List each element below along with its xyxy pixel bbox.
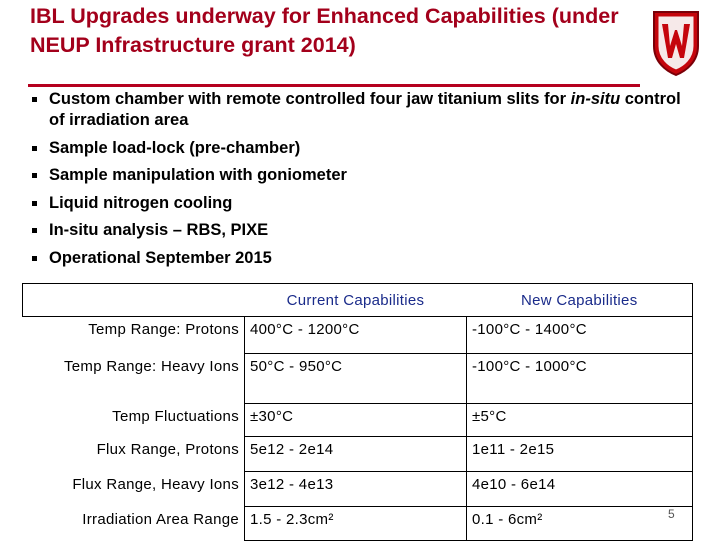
bullet-item: Sample manipulation with goniometer xyxy=(32,165,692,186)
table-row xyxy=(23,437,693,472)
new-value: 4e10 - 6e14 xyxy=(467,472,693,507)
new-value: 0.1 - 6cm² xyxy=(467,507,693,541)
current-value: 5e12 - 2e14 xyxy=(245,437,467,472)
row-label: Irradiation Area Range xyxy=(82,510,239,528)
new-value: ±5°C xyxy=(467,404,693,437)
page-number: 5 xyxy=(668,507,675,521)
bullet-item: Sample load-lock (pre-chamber) xyxy=(32,138,692,159)
current-value: 3e12 - 4e13 xyxy=(245,472,467,507)
table-header-new: New Capabilities xyxy=(520,291,638,309)
university-crest-icon xyxy=(650,8,702,78)
current-value: 400°C - 1200°C xyxy=(245,317,467,354)
row-label: Temp Fluctuations xyxy=(112,407,239,425)
capabilities-table xyxy=(22,283,693,541)
table-header-row xyxy=(23,284,693,317)
new-value: -100°C - 1400°C xyxy=(467,317,693,354)
table-header-empty xyxy=(23,284,245,317)
bullet-item: In-situ analysis – RBS, PIXE xyxy=(32,220,692,241)
bullet-item: Custom chamber with remote controlled four jaw titanium slits for in-situ control of irradiation area xyxy=(32,89,692,131)
table-row xyxy=(23,317,693,354)
table-row xyxy=(23,404,693,437)
current-value: 1.5 - 2.3cm² xyxy=(245,507,467,541)
slide-title: IBL Upgrades underway for Enhanced Capabilities (under NEUP Infrastructure grant 2014) xyxy=(30,4,619,57)
row-label: Flux Range, Heavy Ions xyxy=(72,475,239,493)
row-label: Temp Range: Protons xyxy=(88,321,239,338)
row-label: Temp Range: Heavy Ions xyxy=(63,357,239,375)
table-row xyxy=(23,354,693,404)
row-label: Flux Range, Protons xyxy=(96,440,239,458)
bullet-list xyxy=(32,89,692,275)
bullet-item: Operational September 2015 xyxy=(32,248,692,269)
bullet-item: Liquid nitrogen cooling xyxy=(32,193,692,214)
table-header-current: Current Capabilities xyxy=(286,291,425,309)
table-row xyxy=(23,472,693,507)
new-value: -100°C - 1000°C xyxy=(467,354,693,404)
new-value: 1e11 - 2e15 xyxy=(467,437,693,472)
title-underline xyxy=(28,84,640,87)
current-value: 50°C - 950°C xyxy=(245,354,467,404)
table-row xyxy=(23,507,693,541)
current-value: ±30°C xyxy=(245,404,467,437)
